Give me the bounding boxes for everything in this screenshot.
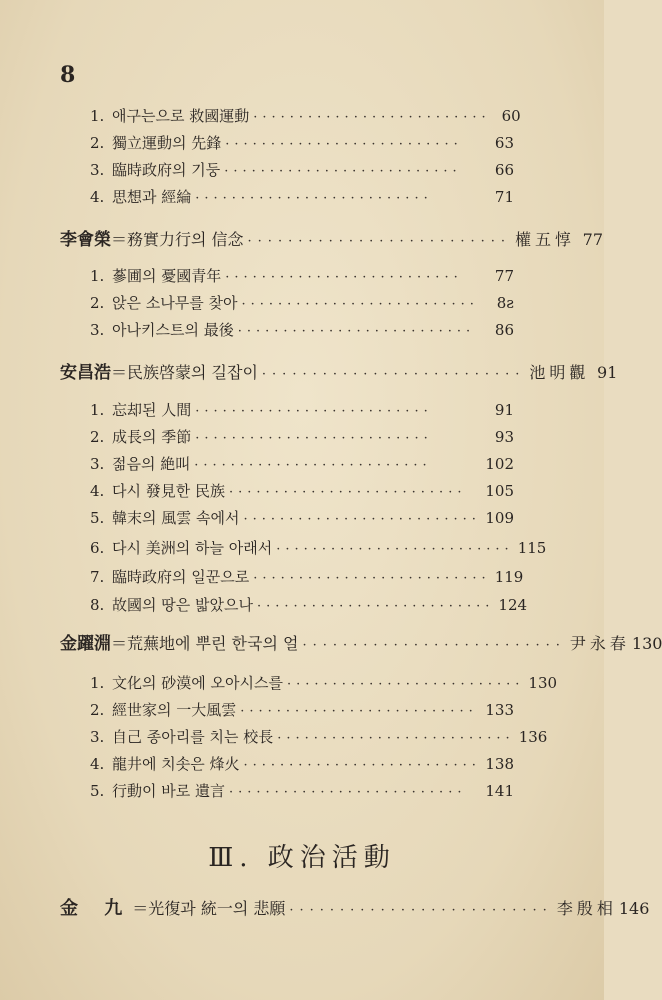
toc-entry bbox=[90, 751, 514, 777]
entry-number: 1. bbox=[90, 674, 105, 692]
leader-dots: ·························· bbox=[302, 638, 566, 653]
entry-number: 1. bbox=[90, 401, 105, 419]
leader-dots: ·························· bbox=[225, 270, 463, 285]
entry-number: 3. bbox=[90, 161, 105, 179]
toc-entry bbox=[90, 478, 514, 504]
leader-dots: ·························· bbox=[243, 512, 481, 527]
entry-number: 2. bbox=[90, 428, 105, 446]
entry-title: 文化의 砂漠에 오아시스를 bbox=[112, 674, 283, 692]
leader-dots: ·························· bbox=[224, 164, 462, 179]
leader-dots: ·························· bbox=[229, 785, 467, 800]
entry-page: 138 bbox=[485, 755, 514, 773]
entry-title: 아나키스트의 最後 bbox=[112, 321, 234, 339]
toc-entry bbox=[90, 317, 514, 343]
leader-dots: ·························· bbox=[195, 431, 433, 446]
chapter-heading bbox=[60, 359, 618, 387]
leader-dots: ·························· bbox=[286, 677, 525, 692]
entry-title: 앉은 소나무를 찾아 bbox=[112, 294, 238, 312]
section-heading: Ⅲ. 政治活動 bbox=[208, 843, 396, 873]
chapter-person: 安昌浩 bbox=[60, 363, 111, 383]
chapter-title: ＝民族啓蒙의 길잡이 bbox=[111, 363, 258, 382]
entry-page: 141 bbox=[485, 782, 514, 800]
entry-page: 102 bbox=[485, 455, 514, 473]
toc-entry bbox=[90, 697, 514, 723]
chapter-heading bbox=[60, 895, 650, 923]
toc-entry bbox=[90, 263, 514, 289]
chapter-page: 77 bbox=[582, 230, 604, 249]
leader-dots: ·························· bbox=[243, 758, 481, 773]
toc-entry bbox=[90, 670, 558, 696]
entry-page: 130 bbox=[528, 674, 558, 692]
entry-page: 109 bbox=[485, 509, 514, 527]
entry-number: 5. bbox=[90, 509, 105, 527]
entry-page: 93 bbox=[494, 428, 514, 446]
entry-number: 5. bbox=[90, 782, 105, 800]
leader-dots: ·························· bbox=[237, 324, 476, 339]
entry-title: 故國의 땅은 밟았으나 bbox=[112, 596, 253, 614]
toc-entry bbox=[90, 290, 514, 316]
entry-title: 臨時政府의 일꾼으로 bbox=[112, 568, 250, 586]
leader-dots: ·························· bbox=[194, 458, 432, 473]
entry-page: 63 bbox=[494, 134, 514, 152]
entry-title: 蔘圃의 憂國青年 bbox=[112, 267, 222, 285]
entry-title: 韓末의 風雲 속에서 bbox=[112, 509, 240, 527]
entry-title: 行動이 바로 遺言 bbox=[112, 782, 226, 800]
chapter-heading bbox=[60, 226, 604, 254]
entry-page: 8ƨ bbox=[496, 294, 514, 312]
leader-dots: ·························· bbox=[241, 297, 479, 312]
toc-entry bbox=[90, 397, 514, 423]
chapter-page: 146 bbox=[618, 899, 650, 918]
entry-number: 1. bbox=[90, 107, 105, 125]
entry-title: 다시 發見한 民族 bbox=[112, 482, 226, 500]
entry-title: 臨時政府의 기둥 bbox=[112, 161, 221, 179]
entry-title: 思想과 經綸 bbox=[112, 188, 192, 206]
leader-dots: ·························· bbox=[261, 367, 526, 382]
chapter-title: ＝務實力行의 信念 bbox=[111, 230, 244, 249]
entry-title: 忘却된 人間 bbox=[112, 401, 192, 419]
entry-page: 105 bbox=[485, 482, 514, 500]
entry-page: 71 bbox=[494, 188, 514, 206]
entry-number: 3. bbox=[90, 455, 105, 473]
entry-page: 136 bbox=[518, 728, 548, 746]
leader-dots: ·························· bbox=[240, 704, 478, 719]
toc-entry bbox=[90, 424, 514, 450]
entry-number: 2. bbox=[90, 701, 105, 719]
toc-entry bbox=[90, 778, 514, 804]
leader-dots: ·························· bbox=[195, 191, 433, 206]
entry-number: 1. bbox=[90, 267, 105, 285]
leader-dots: ·························· bbox=[256, 599, 495, 614]
chapter-page: 130 bbox=[631, 634, 662, 653]
entry-page: 66 bbox=[494, 161, 514, 179]
entry-title: 다시 美洲의 하늘 아래서 bbox=[112, 539, 273, 557]
chapter-author: 尹永春 bbox=[569, 634, 630, 653]
entry-page: 86 bbox=[494, 321, 514, 339]
toc-entry bbox=[90, 451, 514, 477]
chapter-page: 91 bbox=[597, 363, 618, 382]
toc-entry bbox=[90, 130, 514, 156]
leader-dots: ·························· bbox=[277, 731, 515, 746]
chapter-author: 池明觀 bbox=[529, 363, 590, 382]
toc-entry bbox=[90, 592, 528, 618]
chapter-title: ＝荒蕪地에 뿌린 한국의 얼 bbox=[111, 634, 299, 653]
entry-number: 3. bbox=[90, 321, 105, 339]
entry-page: 77 bbox=[494, 267, 514, 285]
entry-page: 133 bbox=[485, 701, 514, 719]
entry-page: 60 bbox=[501, 107, 521, 125]
entry-number: 2. bbox=[90, 134, 105, 152]
toc-entry bbox=[90, 184, 514, 210]
chapter-author: 權五惇 bbox=[515, 230, 576, 249]
leader-dots: ·························· bbox=[276, 542, 514, 557]
chapter-person: 李會榮 bbox=[60, 230, 111, 250]
chapter-heading bbox=[60, 630, 662, 658]
entry-title: 젊음의 絶叫 bbox=[112, 455, 191, 473]
entry-number: 4. bbox=[90, 188, 105, 206]
leader-dots: ·························· bbox=[253, 110, 491, 125]
toc-entry bbox=[90, 535, 547, 561]
chapter-person: 金躍淵 bbox=[60, 634, 111, 654]
entry-page: 124 bbox=[498, 596, 528, 614]
leader-dots: ·························· bbox=[225, 137, 463, 152]
entry-number: 4. bbox=[90, 755, 105, 773]
entry-number: 8. bbox=[90, 596, 105, 614]
entry-title: 애구는으로 救國運動 bbox=[112, 107, 250, 125]
leader-dots: ·························· bbox=[253, 571, 491, 586]
entry-title: 獨立運動의 先鋒 bbox=[112, 134, 222, 152]
toc-entry bbox=[90, 724, 548, 750]
chapter-person: 金 九 bbox=[60, 898, 133, 919]
entry-number: 4. bbox=[90, 482, 105, 500]
leader-dots: ·························· bbox=[247, 234, 511, 249]
chapter-title: ＝光復과 統一의 悲願 bbox=[132, 899, 286, 918]
chapter-author: 李殷相 bbox=[556, 899, 617, 918]
toc-entry bbox=[90, 505, 514, 531]
entry-number: 2. bbox=[90, 294, 105, 312]
entry-number: 6. bbox=[90, 539, 105, 557]
toc-entry bbox=[90, 157, 514, 183]
leader-dots: ·························· bbox=[195, 404, 433, 419]
entry-page: 119 bbox=[494, 568, 524, 586]
leader-dots: ·························· bbox=[229, 485, 467, 500]
entry-title: 經世家의 一大風雲 bbox=[112, 701, 237, 719]
entry-number: 7. bbox=[90, 568, 105, 586]
leader-dots: ·························· bbox=[289, 903, 553, 918]
entry-page: 115 bbox=[517, 539, 547, 557]
entry-page: 91 bbox=[494, 401, 514, 419]
entry-number: 3. bbox=[90, 728, 105, 746]
toc-entry bbox=[90, 103, 521, 129]
entry-title: 自己 종아리를 치는 校長 bbox=[112, 728, 274, 746]
entry-title: 成長의 季節 bbox=[112, 428, 192, 446]
page-number: 8 bbox=[60, 62, 76, 88]
entry-title: 龍井에 치솟은 烽火 bbox=[112, 755, 240, 773]
toc-entry bbox=[90, 564, 524, 590]
